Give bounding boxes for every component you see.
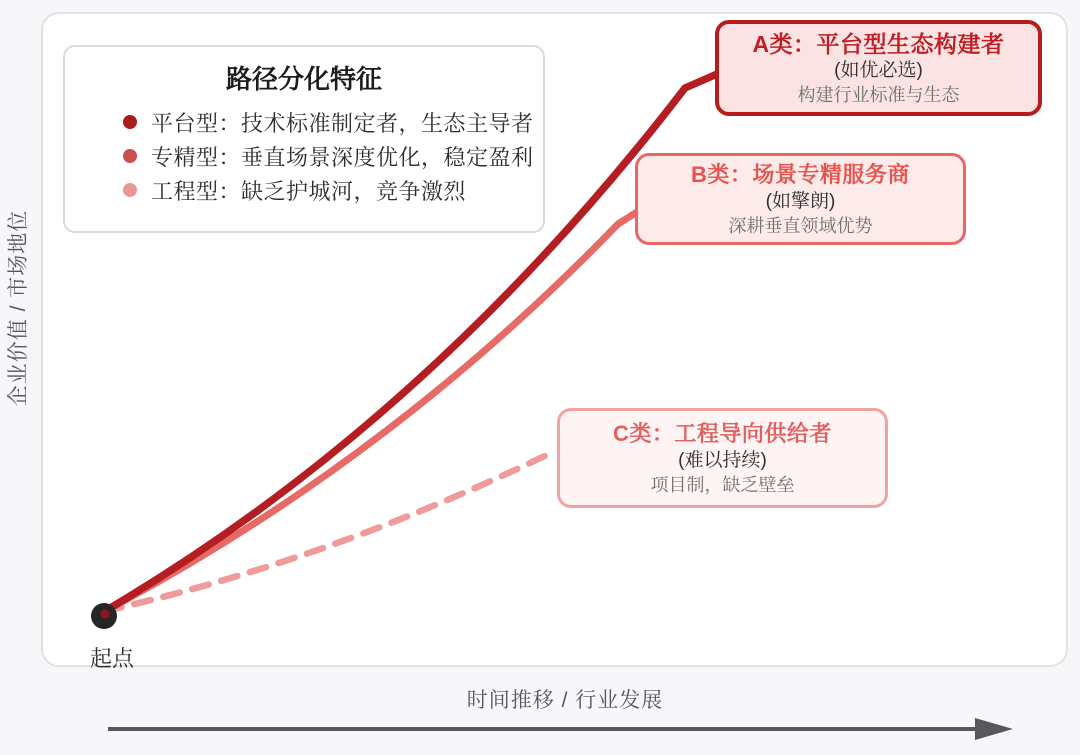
legend-item-platform [123, 105, 543, 139]
callout-a-subtitle: (如优必选) [834, 59, 923, 81]
legend-item-engineering [123, 173, 543, 207]
callout-class-b [635, 153, 966, 245]
callout-c-subtitle: (难以持续) [678, 449, 767, 471]
legend-item-label: 专精型：垂直场景深度优化，稳定盈利 [151, 144, 534, 170]
x-axis-arrowhead-icon [975, 718, 1013, 740]
callout-a-title: A类：平台型生态构建者 [752, 30, 1005, 57]
callout-c-description: 项目制，缺乏壁垒 [650, 474, 795, 495]
origin-label: 起点 [89, 646, 134, 671]
callout-a-description: 构建行业标准与生态 [797, 84, 960, 105]
legend-title: 路径分化特征 [225, 64, 382, 94]
y-axis-label: 企业价值 / 市场地位 [7, 209, 30, 407]
legend-item-label: 工程型：缺乏护城河，竞争激烈 [151, 178, 467, 204]
legend-item-specialist [123, 139, 543, 173]
curve-b-specialist-path [105, 212, 637, 611]
legend-items [65, 105, 543, 207]
specialist-dot-icon [123, 149, 137, 163]
x-axis-label: 时间推移 / 行业发展 [466, 689, 664, 712]
callout-b-subtitle: (如擎朗) [765, 190, 836, 212]
callout-c-title: C类：工程导向供给者 [613, 420, 832, 446]
callout-b-title: B类：场景专精服务商 [691, 161, 910, 187]
x-axis-arrow [0, 715, 1080, 755]
callout-b-description: 深耕垂直领域优势 [728, 215, 873, 236]
legend [63, 45, 545, 233]
callout-class-a [715, 20, 1042, 116]
chart-area [41, 12, 1068, 671]
engineering-dot-icon [123, 183, 137, 197]
origin-point-dot-center [101, 610, 110, 619]
legend-item-label: 平台型：技术标准制定者，生态主导者 [151, 110, 534, 136]
platform-dot-icon [123, 115, 137, 129]
callout-class-c [557, 408, 888, 508]
